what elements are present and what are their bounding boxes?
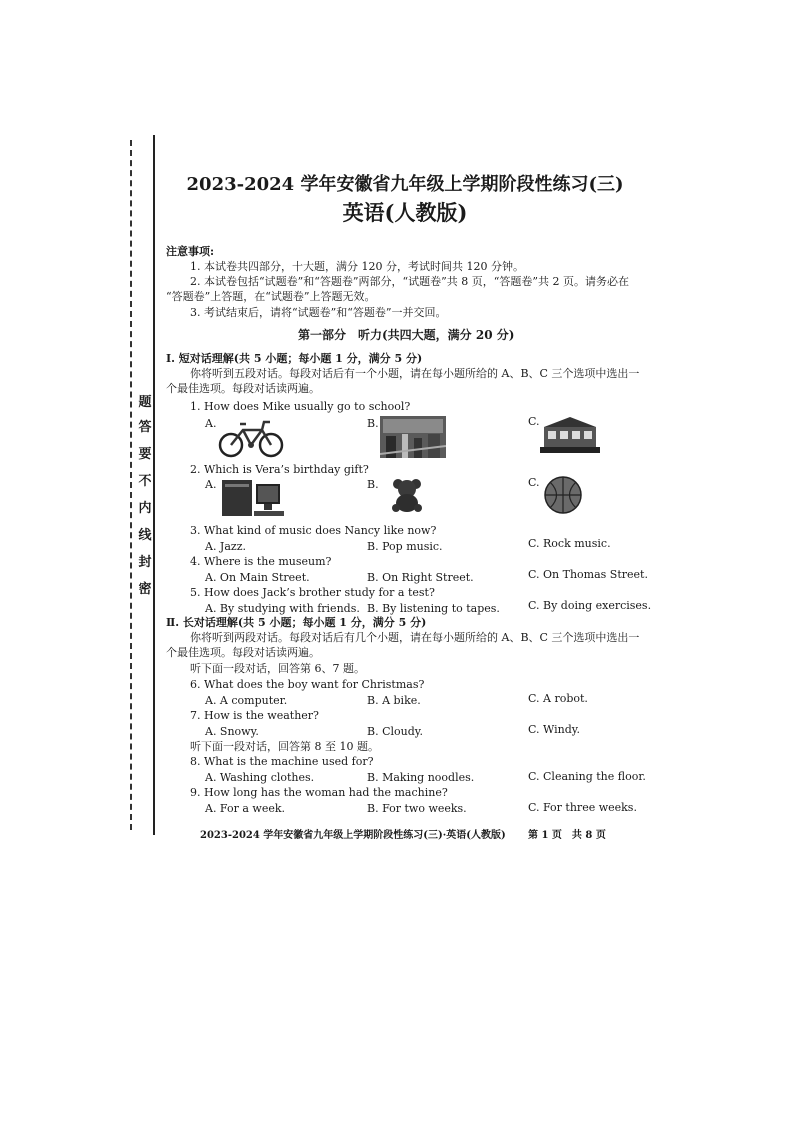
option-label: C. xyxy=(528,476,540,489)
question-4: 4. Where is the museum? xyxy=(190,555,332,568)
page-subtitle: 英语(人教版) xyxy=(342,200,468,225)
seal-char: 不 xyxy=(138,474,152,489)
question-8: 8. What is the machine used for? xyxy=(190,755,374,768)
listen-instruction: 听下面一段对话，回答第 8 至 10 题。 xyxy=(190,740,379,753)
option-a: A. Snowy. xyxy=(205,725,259,738)
option-b: B. Cloudy. xyxy=(367,725,424,738)
option-c: C. Rock music. xyxy=(528,537,611,550)
option-c: C. For three weeks. xyxy=(528,801,637,814)
section1-instructions: 你将听到五段对话。每段对话后有一个小题，请在每小题所给的 A、B、C 三个选项中选出一 xyxy=(190,367,640,380)
teddy-bear-image xyxy=(390,477,424,513)
note-item: 2. 本试卷包括“试题卷”和“答题卷”两部分，“试题卷”共 8 页，“答题卷”共 2 页。请务必在 xyxy=(190,275,629,288)
option-label: B. xyxy=(367,417,379,430)
footer-title: 2023-2024 学年安徽省九年级上学期阶段性练习(三)·英语(人教版) xyxy=(200,830,506,841)
option-label: B. xyxy=(367,478,379,491)
note-item: 1. 本试卷共四部分，十大题，满分 120 分，考试时间共 120 分钟。 xyxy=(190,260,524,273)
option-c: C. A robot. xyxy=(528,692,588,705)
option-a: A. A computer. xyxy=(205,694,288,707)
option-b: B. Pop music. xyxy=(367,540,443,553)
notes-heading: 注意事项: xyxy=(166,245,215,258)
option-label: A. xyxy=(205,417,217,430)
seal-char: 题 xyxy=(138,395,152,410)
computer-image xyxy=(220,478,288,518)
listen-instruction: 听下面一段对话，回答第 6、7 题。 xyxy=(190,662,365,675)
part1-heading: 第一部分 听力(共四大题，满分 20 分) xyxy=(298,328,515,342)
page-number: 第 1 页 共 8 页 xyxy=(528,830,606,841)
seal-char: 要 xyxy=(138,447,152,462)
seal-char: 答 xyxy=(138,420,152,435)
option-a: A. For a week. xyxy=(205,802,285,815)
seal-char: 密 xyxy=(138,582,152,597)
option-b: B. Making noodles. xyxy=(367,771,475,784)
option-a: A. By studying with friends. xyxy=(205,602,360,615)
option-c: C. On Thomas Street. xyxy=(528,568,648,581)
binding-dashed-line xyxy=(130,140,132,830)
note-item: “答题卷”上答题，在“试题卷”上答题无效。 xyxy=(166,290,376,303)
basketball-image xyxy=(543,475,583,515)
question-6: 6. What does the boy want for Christmas? xyxy=(190,678,425,691)
question-3: 3. What kind of music does Nancy like now? xyxy=(190,524,437,537)
option-a: A. Jazz. xyxy=(205,540,246,553)
page-title: 2023-2024 学年安徽省九年级上学期阶段性练习(三) xyxy=(186,174,624,195)
option-c: C. By doing exercises. xyxy=(528,599,652,612)
option-c: C. Windy. xyxy=(528,723,581,736)
subway-image xyxy=(380,416,446,458)
seal-char: 封 xyxy=(138,555,152,570)
section2-title: Ⅱ. 长对话理解(共 5 小题；每小题 1 分，满分 5 分) xyxy=(166,616,427,629)
seal-char: 线 xyxy=(138,528,152,543)
question-2: 2. Which is Vera’s birthday gift? xyxy=(190,463,369,476)
section2-instructions: 个最佳选项。每段对话读两遍。 xyxy=(166,646,320,659)
section1-instructions: 个最佳选项。每段对话读两遍。 xyxy=(166,382,320,395)
option-b: B. For two weeks. xyxy=(367,802,467,815)
question-7: 7. How is the weather? xyxy=(190,709,319,722)
option-label: A. xyxy=(205,478,217,491)
option-c: C. Cleaning the floor. xyxy=(528,770,646,783)
question-9: 9. How long has the woman had the machine? xyxy=(190,786,448,799)
section1-title: Ⅰ. 短对话理解(共 5 小题；每小题 1 分，满分 5 分) xyxy=(166,352,423,365)
seal-char: 内 xyxy=(138,501,152,516)
option-b: B. By listening to tapes. xyxy=(367,602,500,615)
option-b: B. On Right Street. xyxy=(367,571,474,584)
option-b: B. A bike. xyxy=(367,694,421,707)
option-label: C. xyxy=(528,415,540,428)
bicycle-image xyxy=(218,416,284,458)
option-a: A. On Main Street. xyxy=(205,571,310,584)
note-item: 3. 考试结束后，请将“试题卷”和“答题卷”一并交回。 xyxy=(190,306,447,319)
train-image xyxy=(540,413,600,455)
option-a: A. Washing clothes. xyxy=(205,771,315,784)
question-1: 1. How does Mike usually go to school? xyxy=(190,400,411,413)
section2-instructions: 你将听到两段对话。每段对话后有几个小题，请在每小题所给的 A、B、C 三个选项中选出一 xyxy=(190,631,640,644)
question-5: 5. How does Jack’s brother study for a test? xyxy=(190,586,435,599)
binding-solid-line xyxy=(153,135,155,835)
